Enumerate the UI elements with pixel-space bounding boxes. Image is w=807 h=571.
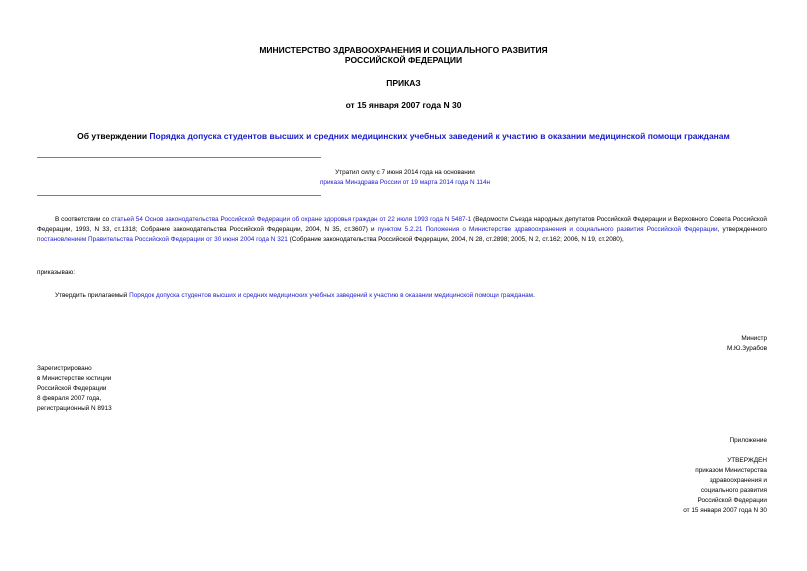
approval-line: от 15 января 2007 года N 30 — [683, 507, 767, 514]
status-note — [290, 168, 520, 188]
document-title-link[interactable]: Порядка допуска студентов высших и средних медицинских учебных заведений к участию в оказании медицинской помощи гражданам — [149, 131, 730, 141]
registration-line: 8 февраля 2007 года, — [37, 395, 102, 402]
preamble-text: (Ведомости Съезда народных депутатов Российской Федерации и Верховного Совета Российской Федерации, 1993, N 33, ст.1318; Собрание законодательства Российской Федерации, 2004, N 35, ст.3607) и — [37, 216, 767, 233]
preamble-text: (Собрание законодательства Российской Федерации, 2004, N 28, ст.2898; 2005, N 2, ст.162; 2006, N 19, ст.2080), — [287, 236, 624, 243]
ministry-heading — [0, 45, 807, 65]
preamble-text: , утвержденного — [717, 226, 767, 233]
document-title-prefix: Об утверждении — [77, 131, 150, 141]
order-item-text: . — [533, 292, 535, 299]
registration-line: Зарегистрировано — [37, 365, 92, 372]
approval-line: Российской Федерации — [697, 497, 767, 504]
order-word: приказываю: — [37, 269, 75, 276]
preamble-text: В соответствии со — [55, 216, 112, 223]
document-type: ПРИКАЗ — [386, 78, 421, 88]
preamble-paragraph — [37, 215, 767, 245]
divider-top — [37, 157, 321, 158]
appendix-label: Приложение — [729, 437, 767, 444]
registration-line: в Министерстве юстиции — [37, 375, 112, 382]
procedure-link[interactable]: Порядок допуска студентов высших и средних медицинских учебных заведений к участию в оказании медицинской помощи гражданам — [129, 292, 534, 299]
status-note-text: Утратил силу с 7 июня 2014 года на основании — [335, 169, 475, 176]
law-article-link[interactable]: статьей 54 Основ законодательства Российской Федерации об охране здоровья граждан от 22 июля 1993 года N 5487-1 — [111, 216, 472, 223]
status-note-link[interactable]: приказа Минздрава России от 19 марта 2014 года N 114н — [319, 179, 491, 186]
order-item-text: Утвердить прилагаемый — [55, 292, 130, 299]
regulation-link[interactable]: пунктом 5.2.21 Положения о Министерстве здравоохранения и социального развития Российской Федерации — [377, 226, 718, 233]
signature-position: Министр — [741, 335, 767, 342]
ministry-heading-line: МИНИСТЕРСТВО ЗДРАВООХРАНЕНИЯ И СОЦИАЛЬНОГО РАЗВИТИЯ — [259, 45, 548, 55]
approval-line: УТВЕРЖДЕН — [727, 457, 767, 464]
approval-block — [683, 456, 767, 516]
document-date-number: от 15 января 2007 года N 30 — [345, 100, 462, 110]
divider-bottom — [37, 195, 321, 196]
order-item — [37, 291, 767, 301]
government-decree-link[interactable]: постановлением Правительства Российской Федерации от 30 июня 2004 года N 321 — [37, 236, 288, 243]
registration-block — [37, 364, 112, 414]
ministry-heading-line: РОССИЙСКОЙ ФЕДЕРАЦИИ — [344, 55, 463, 65]
approval-line: социального развития — [700, 487, 767, 494]
signature-block — [727, 334, 767, 354]
registration-line: Российской Федерации — [37, 385, 107, 392]
approval-line: приказом Министерства — [695, 467, 767, 474]
registration-line: регистрационный N 8913 — [37, 405, 112, 412]
approval-line: здравоохранения и — [709, 477, 767, 484]
signature-name: М.Ю.Зурабов — [726, 345, 767, 352]
document-title — [30, 131, 777, 142]
